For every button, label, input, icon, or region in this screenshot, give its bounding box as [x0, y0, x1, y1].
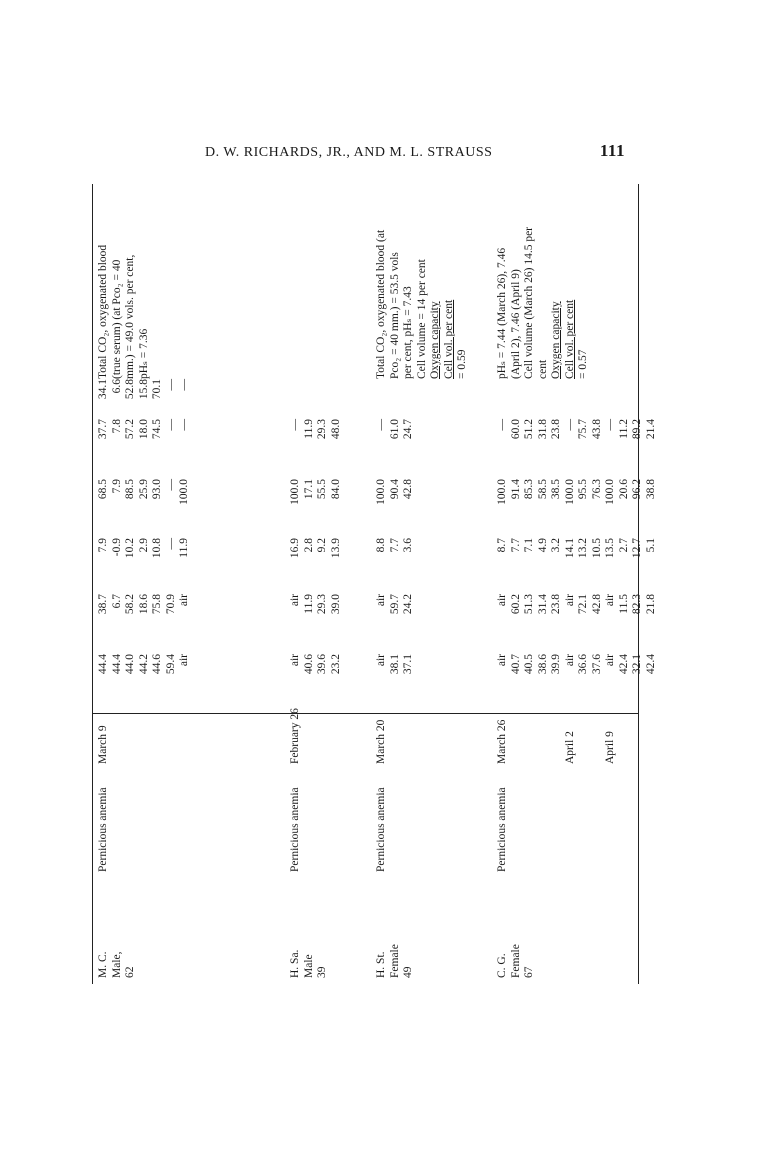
value-cell: 44.4 [97, 654, 109, 675]
value-column-c2 [289, 594, 343, 624]
remarks-line: per cent, pHₛ = 7.43 [402, 286, 414, 379]
value-column-c1 [289, 654, 343, 684]
value-cell: air [178, 654, 190, 667]
value-cell: 93.0 [151, 479, 163, 500]
value-cell: 6.6 [110, 379, 123, 394]
value-cell: 31.4 [536, 594, 549, 615]
value-cell: air [289, 594, 301, 607]
value-cell: — [496, 419, 508, 431]
value-cell: 14.1 [563, 538, 576, 559]
value-cell: 37.7 [97, 419, 109, 440]
value-cell: -0.9 [110, 538, 123, 557]
value-column-c4 [496, 479, 658, 514]
value-cell: 60.0 [509, 419, 522, 440]
value-cell: 11.2 [617, 419, 630, 439]
value-cell: 95.5 [577, 479, 589, 500]
value-cell: 42.8 [402, 479, 414, 500]
value-cell: 42.8 [590, 594, 603, 615]
diagnosis-cell: Pernicious anemia [97, 787, 109, 872]
value-cell: 74.5 [151, 419, 163, 440]
value-cell: 17.1 [302, 479, 315, 500]
value-cell: 100.0 [563, 479, 576, 505]
date-cell: March 20 [375, 719, 387, 764]
value-cell: 7.8 [110, 419, 123, 434]
value-cell: 13.2 [577, 538, 589, 559]
value-cell: 38.7 [97, 594, 109, 615]
value-cell: air [178, 594, 190, 607]
value-cell: air [496, 654, 508, 667]
value-cell: 37.1 [402, 654, 414, 675]
diagnosis-cell: Pernicious anemia [496, 787, 508, 872]
value-cell: 61.0 [388, 419, 401, 440]
value-cell: — [375, 419, 387, 431]
value-column-c2 [496, 594, 658, 624]
date-cell: April 2 [563, 731, 576, 764]
value-cell: air [563, 594, 576, 607]
date-cell: March 26 [496, 719, 508, 764]
value-cell: 8.8 [375, 538, 387, 553]
value-column-c2 [375, 594, 416, 624]
value-cell: 55.5 [316, 479, 328, 500]
value-cell: 57.2 [124, 419, 136, 440]
patient-cell [496, 918, 537, 978]
value-cell: 23.8 [550, 594, 562, 615]
value-cell: 44.4 [110, 654, 123, 675]
value-cell: 34.1 [97, 379, 109, 400]
remarks-line: Cell volume (March 26) 14.5 per [523, 226, 535, 379]
value-cell: 39.9 [550, 654, 562, 675]
remarks-cell [375, 189, 470, 379]
value-cell: 59.7 [388, 594, 401, 615]
patient-line: Male, [110, 951, 123, 978]
value-cell: 40.7 [509, 654, 522, 675]
value-cell: 59.4 [164, 654, 177, 675]
value-cell: 21.8 [644, 594, 657, 615]
value-column-c4 [375, 479, 416, 514]
value-cell: 100.0 [289, 479, 301, 505]
value-cell: 82.3 [631, 594, 643, 615]
value-cell: 68.5 [97, 479, 109, 500]
value-cell: — [164, 479, 177, 491]
table-top-rule [92, 184, 93, 984]
value-cell: 58.5 [536, 479, 549, 500]
value-cell: 38.6 [536, 654, 549, 675]
value-cell: 7.7 [509, 538, 522, 553]
value-cell: 10.2 [124, 538, 136, 559]
value-cell: 36.6 [577, 654, 589, 675]
value-cell: 40.6 [302, 654, 315, 675]
remarks-line: Oxygen capacity [550, 301, 562, 379]
value-cell: — [164, 379, 177, 391]
value-cell: 100.0 [496, 479, 508, 505]
value-cell: 91.4 [509, 479, 522, 500]
value-cell: 7.1 [523, 538, 535, 553]
value-cell: 11.9 [302, 419, 315, 439]
value-cell: 44.6 [151, 654, 163, 675]
value-column-c6 [97, 379, 192, 409]
value-column-c3 [496, 538, 658, 568]
value-cell: — [178, 379, 190, 391]
date-cell: April 9 [604, 731, 616, 764]
remarks-line: Total CO₂, oxygenated blood [97, 244, 109, 379]
patient-line: M. C. [97, 951, 109, 978]
value-cell: 40.5 [523, 654, 535, 675]
value-cell: 3.2 [550, 538, 562, 553]
remarks-line: Cell vol. per cent [442, 299, 455, 379]
value-cell: 24.7 [402, 419, 414, 440]
value-cell: — [563, 419, 576, 431]
value-cell: 18.0 [137, 419, 150, 440]
value-cell: 6.7 [110, 594, 123, 609]
value-cell: 75.8 [151, 594, 163, 615]
patient-line: 67 [523, 966, 535, 978]
table-row [496, 184, 696, 984]
value-column-c5 [289, 419, 343, 449]
diagnosis-cell: Pernicious anemia [289, 787, 301, 872]
value-cell: — [164, 538, 177, 550]
value-cell: 85.3 [523, 479, 535, 500]
value-cell: 58.2 [124, 594, 136, 615]
value-cell: 23.2 [329, 654, 342, 675]
remarks-line: (April 2), 7.46 (April 9) [509, 269, 522, 379]
value-column-c1 [496, 654, 658, 684]
value-cell: 32.1 [631, 654, 643, 675]
value-cell: 89.2 [631, 419, 643, 440]
remarks-line: = 0.59 [456, 349, 468, 379]
value-cell: 11.9 [178, 538, 190, 558]
value-column-c5 [496, 419, 658, 449]
remarks-line: Total CO₂, oxygenated blood (at [375, 229, 387, 379]
diagnosis-cell: Pernicious anemia [375, 787, 387, 872]
remarks-line: Oxygen capacity [429, 301, 441, 379]
value-cell: 11.9 [302, 594, 315, 614]
value-cell: 11.5 [617, 594, 630, 614]
value-cell: 9.2 [316, 538, 328, 553]
value-cell: 7.9 [110, 479, 123, 494]
value-cell: 42.4 [617, 654, 630, 675]
value-column-c3 [289, 538, 343, 568]
remarks-line: (true serum) (at Pco₂ = 40 [110, 259, 123, 379]
value-cell: 8.7 [496, 538, 508, 553]
value-cell: 7.7 [388, 538, 401, 553]
patient-line: H. St. [375, 951, 387, 978]
remarks-line: Cell vol. per cent [563, 299, 576, 379]
value-cell: 44.0 [124, 654, 136, 675]
value-cell: 10.5 [590, 538, 603, 559]
value-cell: — [164, 419, 177, 431]
value-cell: 29.3 [316, 419, 328, 440]
value-cell: 100.0 [375, 479, 387, 505]
value-column-c5 [97, 419, 192, 449]
value-cell: 38.1 [388, 654, 401, 675]
value-cell: 84.0 [329, 479, 342, 500]
value-cell: 42.4 [644, 654, 657, 675]
value-cell: 88.5 [124, 479, 136, 500]
value-cell: 100.0 [178, 479, 190, 505]
remarks-cell [496, 189, 591, 379]
value-cell: 51.2 [523, 419, 535, 440]
remarks-line: = 0.57 [577, 349, 589, 379]
value-cell: 2.8 [302, 538, 315, 553]
value-cell: 25.9 [137, 479, 150, 500]
value-cell: 38.5 [550, 479, 562, 500]
value-column-c2 [97, 594, 192, 624]
value-column-c5 [375, 419, 416, 449]
value-cell: 44.2 [137, 654, 150, 675]
value-cell: air [563, 654, 576, 667]
value-cell: air [289, 654, 301, 667]
value-cell: air [496, 594, 508, 607]
remarks-line: pHₛ = 7.44 (March 26), 7.46 [496, 247, 508, 379]
value-column-c1 [375, 654, 416, 684]
value-cell: 39.0 [329, 594, 342, 615]
patient-line: 39 [316, 966, 328, 978]
value-cell: — [604, 419, 616, 431]
value-cell: 70.9 [164, 594, 177, 615]
value-cell: 39.6 [316, 654, 328, 675]
patient-cell [97, 918, 138, 978]
value-cell: 70.1 [151, 379, 163, 400]
patient-line: C. G. [496, 953, 508, 978]
value-cell: air [604, 654, 616, 667]
remarks-line: pHₛ = 7.36 [137, 328, 150, 379]
value-cell: 18.6 [137, 594, 150, 615]
value-cell: 13.5 [604, 538, 616, 559]
patient-cell [289, 918, 330, 978]
value-cell: 52.8 [124, 379, 136, 400]
value-cell: 29.3 [316, 594, 328, 615]
value-cell: 24.2 [402, 594, 414, 615]
value-column-c3 [375, 538, 416, 568]
value-cell: 12.7 [631, 538, 643, 559]
date-cell: February 26 [289, 708, 301, 764]
running-header [205, 141, 625, 161]
value-cell: 90.4 [388, 479, 401, 500]
value-cell: air [375, 654, 387, 667]
date-cell: March 9 [97, 725, 109, 764]
patient-cell [375, 918, 416, 978]
value-cell: air [375, 594, 387, 607]
remarks-line: Pco₂ = 40 mm.) = 53.5 vols [388, 252, 401, 379]
patient-line: Female [509, 944, 522, 978]
page-number: 111 [599, 141, 625, 160]
remarks-line: Cell volume = 14 per cent [415, 259, 428, 379]
patient-line: H. Sa. [289, 949, 301, 978]
value-cell: 43.8 [590, 419, 603, 440]
value-cell: 38.8 [644, 479, 657, 500]
remarks-cell [97, 189, 151, 379]
patient-line: Male [302, 954, 315, 978]
remarks-line: cent [536, 359, 549, 379]
value-cell: 7.9 [97, 538, 109, 553]
value-cell: 76.3 [590, 479, 603, 500]
value-cell: 72.1 [577, 594, 589, 615]
value-column-c4 [289, 479, 343, 514]
value-cell: 13.9 [329, 538, 342, 559]
value-cell: 75.7 [577, 419, 589, 440]
value-cell: 10.8 [151, 538, 163, 559]
value-cell: 100.0 [604, 479, 616, 505]
value-column-c1 [97, 654, 192, 684]
value-cell: 37.6 [590, 654, 603, 675]
value-cell: 16.9 [289, 538, 301, 559]
value-cell: 15.8 [137, 379, 150, 400]
running-head-authors: D. W. RICHARDS, JR., AND M. L. STRAUSS [205, 145, 493, 160]
value-cell: — [178, 419, 190, 431]
patient-line: Female [388, 944, 401, 978]
patient-line: 49 [402, 966, 414, 978]
value-cell: 3.6 [402, 538, 414, 553]
value-cell: 4.9 [536, 538, 549, 553]
value-cell: 23.8 [550, 419, 562, 440]
value-cell: 20.6 [617, 479, 630, 500]
value-cell: — [289, 419, 301, 431]
value-column-c3 [97, 538, 192, 568]
value-column-c4 [97, 479, 192, 514]
value-cell: 31.8 [536, 419, 549, 440]
value-cell: 51.3 [523, 594, 535, 615]
value-cell: air [604, 594, 616, 607]
value-cell: 96.2 [631, 479, 643, 500]
patient-line: 62 [124, 966, 136, 978]
value-cell: 60.2 [509, 594, 522, 615]
value-cell: 2.9 [137, 538, 150, 553]
value-cell: 2.7 [617, 538, 630, 553]
value-cell: 5.1 [644, 538, 657, 553]
remarks-line: mm.) = 49.0 vols. per cent, [124, 254, 136, 379]
value-cell: 21.4 [644, 419, 657, 440]
table-row [97, 184, 297, 984]
rotated-data-table [92, 184, 657, 984]
value-cell: 48.0 [329, 419, 342, 440]
